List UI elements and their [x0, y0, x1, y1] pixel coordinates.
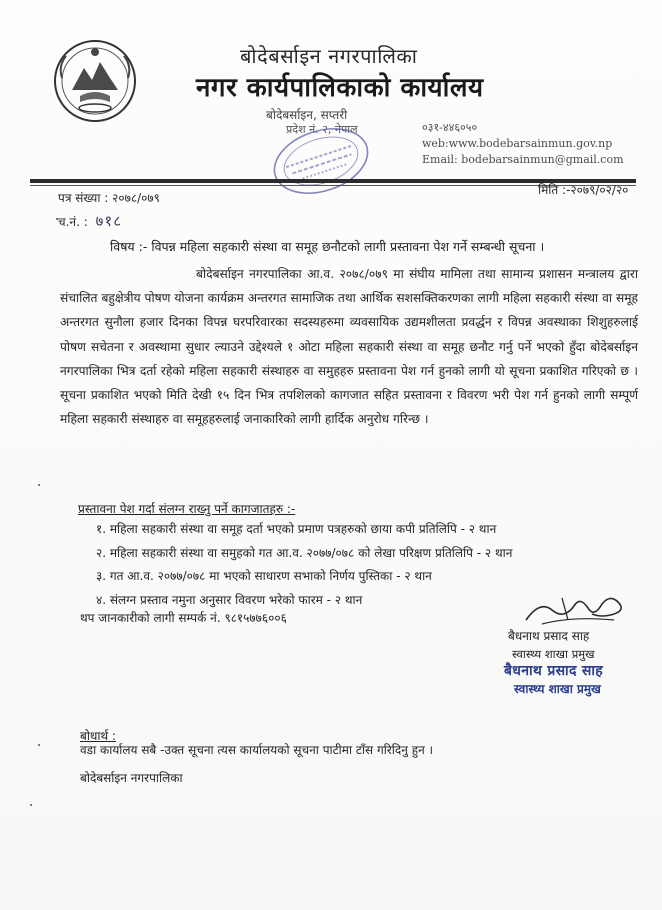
- dispatch-number: [58, 211, 122, 231]
- attachments-list: [96, 518, 512, 612]
- signatory-title: स्वास्थ्य शाखा प्रमुख: [512, 647, 595, 661]
- attachments-title: प्रस्तावना पेश गर्दा संलग्न राख्नु पर्ने कागजातहरु :-: [78, 502, 296, 516]
- letter-date: मिति :-२०७९/०२/२०: [538, 183, 629, 197]
- subject-line: विषय :- विपन्न महिला सहकारी संस्था वा समूह छनौटको लागी प्रस्तावना पेश गर्ने सम्बन्धी सूचना ।: [110, 239, 545, 254]
- cc-organization: बोदेबर्साइन नगरपालिका: [80, 771, 183, 785]
- contact-number-line: थप जानकारीको लागी सम्पर्क नं. ९८१५७७६००६: [80, 611, 287, 625]
- contact-block: [422, 120, 624, 168]
- office-address: बोदेबर्साइन, सप्तरी: [266, 108, 348, 122]
- dispatch-number-label: च.नं. :: [58, 215, 88, 229]
- scan-speck: [30, 804, 32, 806]
- website-link[interactable]: web:www.bodebarsainmun.gov.np: [422, 137, 613, 150]
- municipality-name: बोदेबर्साइन नगरपालिका: [240, 44, 418, 68]
- handwritten-signature-icon: [522, 590, 632, 628]
- signatory-name: बैधनाथ प्रसाद साह: [508, 629, 590, 643]
- letter-number: पत्र संख्या : २०७८/०७९: [58, 191, 160, 205]
- notice-body: बोदेबर्साइन नगरपालिका आ.व. २०७८/०७९ मा संघीय मामिला तथा सामान्य प्रशासन मन्त्रालय द्वारा संचालित बहुक्षेत्रीय पोषण योजना कार्यक्रम अन्तरगत सामाजिक तथा आर्थिक सशसक्तिकरणका लागी महिला सहकारी संस्था वा समूह अन्तरगत सुनौला हजार दिनका विपन्न घरपरिवारका सदस्यहरुमा व्यवसायिक उद्यमशीलता प्रवर्द्धन र विपन्न अवस्थाका शिशुहरुलाई पोषण सचेतना र अवस्थामा सुधार ल्याउने उद्देश्यले १ ओटा महिला सहकारी संस्था वा समूह छनौट गर्नु पर्ने भएको हुँदा बोदेबर्साइन नगरपालिका भित्र दर्ता रहेको महिला सहकारी संस्थाहरु वा समुहहरु प्रस्तावना पेश गर्न हुनको लागी यो सूचना प्रकाशित गरिएको छ । सूचना प्रकाशित भएको मिति देखी १५ दिन भित्र तपशिलको कागजात सहित प्रस्तावना र विवरण भरी पेश गर्न हुनको लागी सम्पूर्ण महिला सहकारी संस्थाहरु वा समूहहरुलाई जनाकारिको लागी हार्दिक अनुरोध गरिन्छ ।: [60, 267, 638, 427]
- signatory-stamp-title: स्वास्थ्य शाखा प्रमुख: [514, 682, 601, 696]
- office-name: नगर कार्यपालिकाको कार्यालय: [196, 73, 484, 103]
- phone-number: ०३१-४४६०५०: [422, 121, 478, 134]
- signatory-stamp-name: बैधनाथ प्रसाद साह: [504, 663, 604, 679]
- cc-title: बोधार्थ :: [80, 729, 116, 743]
- scan-speck: [38, 484, 40, 486]
- cc-line: वडा कार्यालय सबै -उक्त सूचना त्यस कार्यालयको सूचना पाटीमा टाँस गरिदिनु हुन ।: [80, 743, 434, 757]
- attachment-item: ३. गत आ.व. २०७७/०७८ मा भएको साधारण सभाको निर्णय पुस्तिका - २ थान: [96, 569, 432, 584]
- attachment-item: ४. संलग्न प्रस्ताव नमुना अनुसार विवरण भरेको फारम - २ थान: [96, 592, 363, 607]
- office-province: प्रदेश नं. २, नेपाल: [286, 123, 358, 136]
- dispatch-number-value: ७१८: [95, 212, 123, 230]
- scan-speck: [38, 744, 40, 746]
- office-round-stamp-icon: [262, 120, 380, 202]
- nepal-government-emblem-icon: [52, 38, 138, 124]
- email-link[interactable]: Email: bodebarsainmun@gmail.com: [422, 153, 624, 166]
- attachment-item: २. महिला सहकारी संस्था वा समुहको गत आ.व. २०७७/०७८ को लेखा परिक्षण प्रतिलिपि - २ थान: [96, 545, 513, 560]
- attachment-item: १. महिला सहकारी संस्था वा समूह दर्ता भएको प्रमाण पत्रहरुको छाया कपी प्रतिलिपि - २ थान: [96, 522, 497, 536]
- scan-speck: [56, 218, 58, 220]
